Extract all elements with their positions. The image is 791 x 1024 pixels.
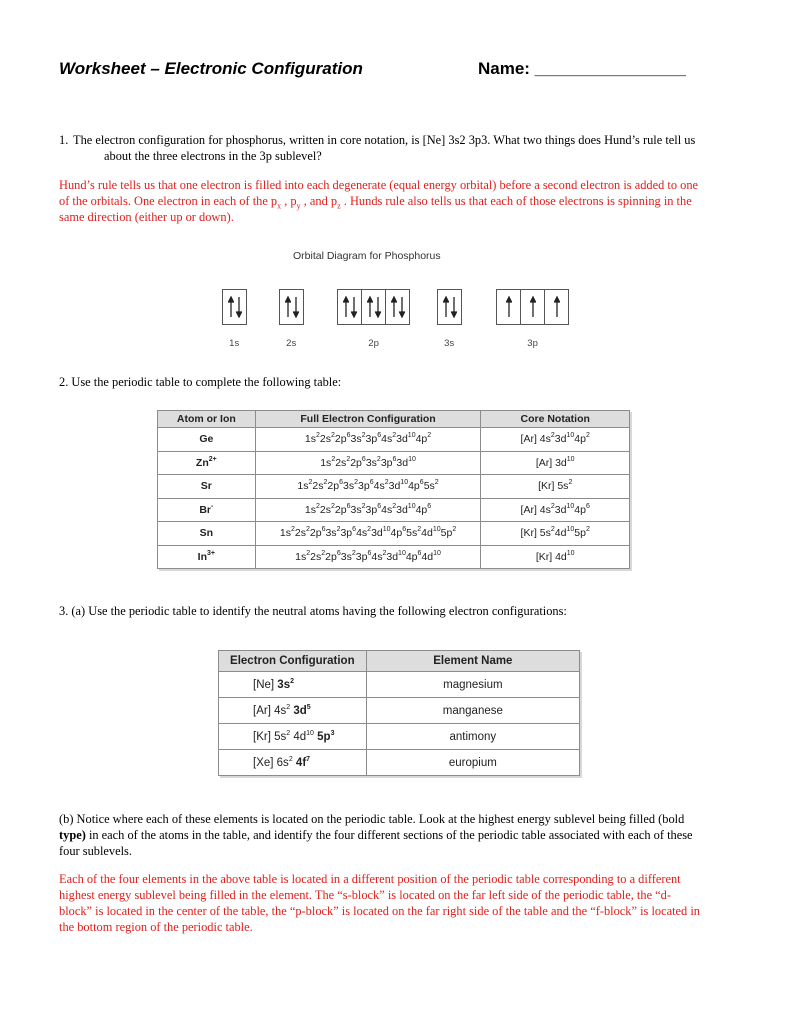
table-header-row — [219, 651, 580, 672]
atom-cell: $Zn^{2+}$ — [158, 451, 256, 475]
up-arrow-icon — [228, 296, 234, 318]
core-notation-cell: [Kr] $5s^24d^{10}5p^2$ — [481, 522, 630, 546]
orbital-box-1s — [222, 289, 247, 325]
orbital-box-3s — [437, 289, 462, 325]
orbital-label-3p: 3p — [527, 338, 538, 349]
configuration-cell: [Ne] $3s^2$ — [219, 672, 367, 698]
column-header: Atom or Ion — [158, 411, 256, 428]
element-name-cell: antimony — [366, 724, 579, 750]
table-row — [158, 428, 630, 452]
q3b-line2: type) in each of the atoms in the table, and identify the four different sections of the periodic table associated with each of these — [59, 828, 693, 842]
atom-cell: Sr — [158, 475, 256, 499]
q3-answer-line3: block” is located in the center of the table, the “p-block” is located on the far right side of the table and the “f-block” is located in — [59, 904, 700, 918]
full-configuration-cell: $1s^22s^22p^63s^23p^64s^23d^{10}4p^65s^2$ — [255, 475, 481, 499]
atom-cell: $In^{3+}$ — [158, 545, 256, 569]
table-row — [158, 475, 630, 499]
worksheet-title: Worksheet – Electronic Configuration — [59, 59, 363, 78]
down-arrow-icon — [451, 296, 457, 318]
column-header: Full Electron Configuration — [255, 411, 481, 428]
down-arrow-icon — [236, 296, 242, 318]
configuration-cell: [Kr] $5s^2$ $4d^{10}$ $5p^3$ — [219, 724, 367, 750]
orbital-cell — [438, 290, 461, 324]
q1-answer-line1: Hund’s rule tells us that one electron is filled into each degenerate (equal energy orbital) before a second electron is added to one — [59, 178, 699, 192]
orbital-box-2s — [279, 289, 304, 325]
atom-cell: Br- — [158, 498, 256, 522]
atom-cell: Sn — [158, 522, 256, 546]
up-arrow-icon — [367, 296, 373, 318]
up-arrow-icon — [285, 296, 291, 318]
q3a-text: 3. (a) Use the periodic table to identify the neutral atoms having the following electron configurations: — [59, 604, 567, 618]
up-arrow-icon — [443, 296, 449, 318]
orbital-cell — [520, 290, 544, 324]
orbital-cell — [280, 290, 303, 324]
electron-configuration-table — [157, 410, 630, 569]
up-arrow-icon — [343, 296, 349, 318]
core-notation-cell: [Ar] $4s^23d^{10}4p^6$ — [481, 498, 630, 522]
down-arrow-icon — [375, 296, 381, 318]
table-header-row — [158, 411, 630, 428]
orbital-label-2s: 2s — [286, 338, 297, 349]
element-name-cell: manganese — [366, 698, 579, 724]
up-arrow-icon — [530, 296, 536, 318]
core-notation-cell: [Kr] $4d^{10}$ — [481, 545, 630, 569]
up-arrow-icon — [391, 296, 397, 318]
column-header: Element Name — [366, 651, 579, 672]
orbital-diagram-title: Orbital Diagram for Phosphorus — [293, 250, 441, 262]
core-notation-cell: [Ar] $3d^{10}$ — [481, 451, 630, 475]
q1-answer-line2: of the orbitals. One electron in each of the $p_x$ , $p_y$ , and $p_z$ . Hunds rule also tells us that each of those electrons is spinning in the — [59, 194, 692, 211]
table-row — [219, 724, 580, 750]
q3-answer-line4: the bottom region of the periodic table. — [59, 920, 253, 934]
table-row — [219, 750, 580, 776]
orbital-cell — [497, 290, 520, 324]
table-row — [158, 545, 630, 569]
table-row — [158, 451, 630, 475]
column-header: Electron Configuration — [219, 651, 367, 672]
q3-answer-line1: Each of the four elements in the above table is located in a different position of the periodic table corresponding to a different — [59, 872, 681, 886]
orbital-cell — [385, 290, 409, 324]
core-notation-cell: [Kr] $5s^2$ — [481, 475, 630, 499]
q1-question-line1: The electron configuration for phosphorus, written in core notation, is [Ne] 3s2 3p3. What two things does Hund’s rule tell us — [73, 133, 696, 147]
core-notation-cell: [Ar] $4s^23d^{10}4p^2$ — [481, 428, 630, 452]
q1-question-line2: about the three electrons in the 3p sublevel? — [104, 149, 322, 163]
orbital-label-3s: 3s — [444, 338, 455, 349]
orbital-cell — [361, 290, 385, 324]
full-configuration-cell: $1s^22s^22p^63s^23p^64s^23d^{10}4p^65s^24d^{10}5p^2$ — [255, 522, 481, 546]
table-row — [219, 698, 580, 724]
full-configuration-cell: $1s^22s^22p^63s^23p^64s^23d^{10}4p^6$ — [255, 498, 481, 522]
q2-text: 2. Use the periodic table to complete the following table: — [59, 375, 342, 389]
full-configuration-cell: $1s^22s^22p^63s^23p^64s^23d^{10}4p^64d^{10}$ — [255, 545, 481, 569]
up-arrow-icon — [554, 296, 560, 318]
orbital-label-1s: 1s — [229, 338, 240, 349]
q1-answer-line3: same direction (either up or down). — [59, 210, 234, 224]
q3b-line1: (b) Notice where each of these elements is located on the periodic table. Look at the highest energy sublevel being filled (bold — [59, 812, 685, 826]
element-name-cell: magnesium — [366, 672, 579, 698]
down-arrow-icon — [399, 296, 405, 318]
full-configuration-cell: $1s^22s^22p^63s^23p^64s^23d^{10}4p^2$ — [255, 428, 481, 452]
table-row — [158, 522, 630, 546]
configuration-cell: [Ar] $4s^2$ $3d^5$ — [219, 698, 367, 724]
atom-cell: Ge — [158, 428, 256, 452]
orbital-cell — [338, 290, 361, 324]
orbital-box-3p — [496, 289, 569, 325]
q3-answer-line2: highest energy sublevel being filled in the element. The “s-block” is located on the far left side of the periodic table, the “d- — [59, 888, 671, 902]
orbital-label-2p: 2p — [368, 338, 379, 349]
configuration-cell: [Xe] $6s^2$ $4f^7$ — [219, 750, 367, 776]
q1-number: 1. — [59, 133, 69, 147]
down-arrow-icon — [293, 296, 299, 318]
table-row — [158, 498, 630, 522]
q3b-line3: four sublevels. — [59, 844, 132, 858]
down-arrow-icon — [351, 296, 357, 318]
full-configuration-cell: $1s^22s^22p^63s^23p^63d^{10}$ — [255, 451, 481, 475]
element-name-cell: europium — [366, 750, 579, 776]
orbital-cell — [223, 290, 246, 324]
up-arrow-icon — [506, 296, 512, 318]
column-header: Core Notation — [481, 411, 630, 428]
orbital-cell — [544, 290, 568, 324]
table-row — [219, 672, 580, 698]
name-field-label: Name: ________________ — [478, 59, 686, 78]
orbital-box-2p — [337, 289, 410, 325]
element-identification-table — [218, 650, 580, 776]
